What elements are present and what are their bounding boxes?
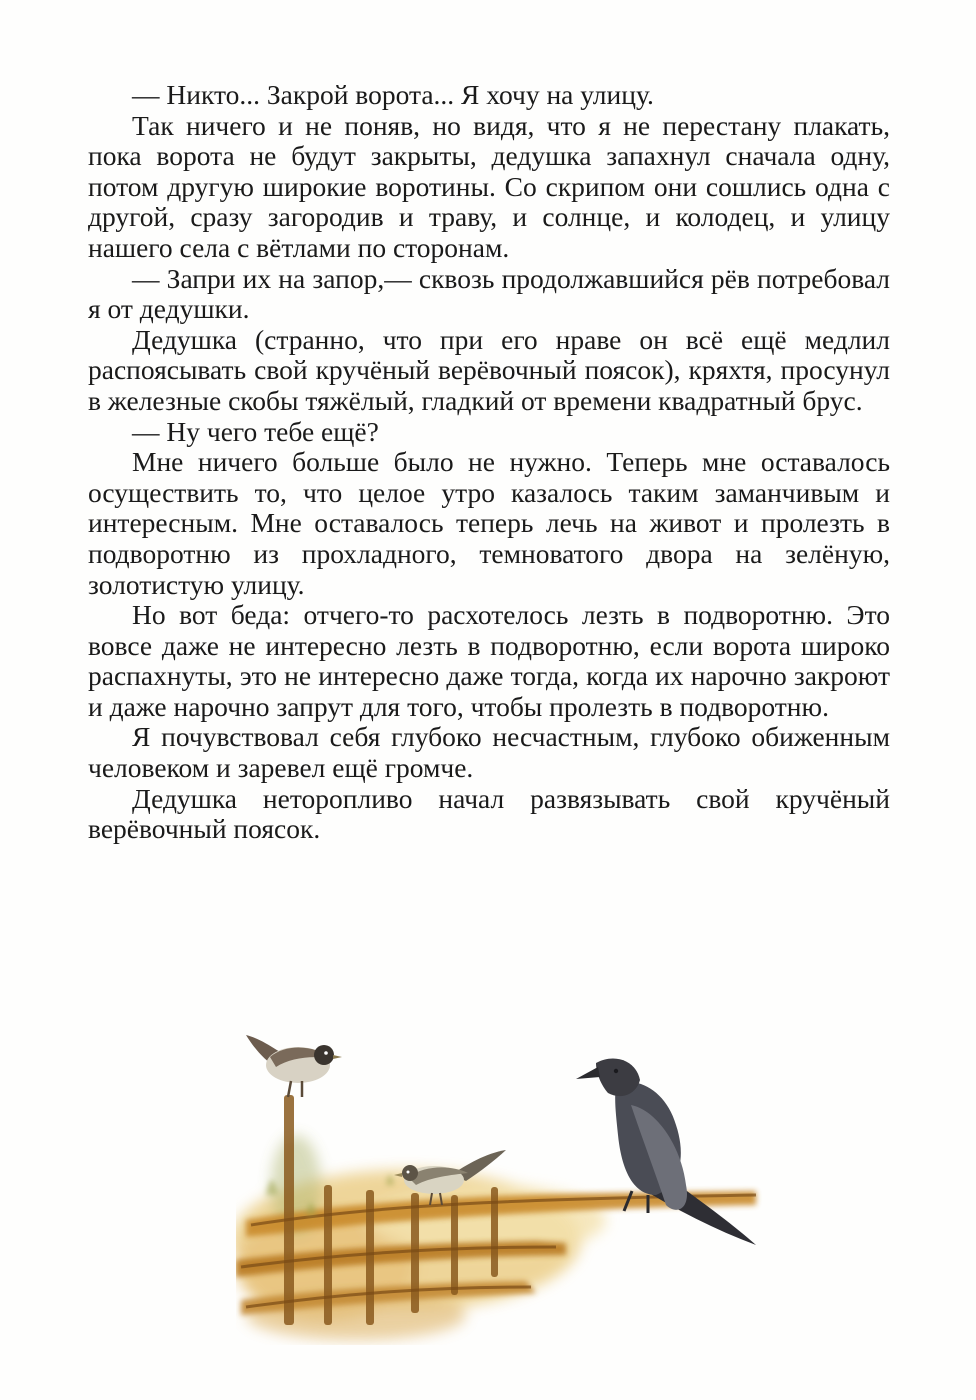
- paragraph: Так ничего и не поняв, но видя, что я не перестану плакать, пока ворота не будут закрыты, дедушка запахнул сначала одну, потом другую широкие воротины. Со скрипом они сошлись одна с другой, сразу загородив и траву, и солнце, и колодец, и улицу нашего села с вётлами по сторонам.: [88, 109, 890, 263]
- paragraph: Мне ничего больше было не нужно. Теперь мне оставалось осуществить то, что целое утро казалось таким заманчивым и интересным. Мне оставалось теперь лечь на живот и пролезть в подворотню из прохладного, темноватого двора на зелёную, золотистую улицу.: [88, 446, 890, 600]
- paragraph: Дедушка (странно, что при его нраве он всё ещё медлил распоясывать свой кручёный верёвочный поясок), кряхтя, просунул в железные скобы тяжёлый, гладкий от времени квадратный брус.: [88, 323, 890, 416]
- birds-on-fence-illustration: [236, 1015, 776, 1345]
- story-text: [88, 80, 890, 845]
- paragraph: Дедушка неторопливо начал развязывать свой кручёный верёвочный поясок.: [88, 782, 890, 845]
- sparrow-on-post: [246, 1035, 342, 1097]
- paragraph: — Никто... Закрой ворота... Я хочу на улицу.: [132, 79, 654, 110]
- paragraph: — Запри их на запор,— сквозь продолжавшийся рёв потребовал я от дедушки.: [88, 262, 890, 325]
- paragraph: Но вот беда: отчего-то расхотелось лезть в подворотню. Это вовсе даже не интересно лезть в подворотню, если ворота широко распахнуты, это не интересно даже тогда, когда их нарочно закроют и даже нарочно запрут для того, чтобы пролезть в подворотню.: [88, 599, 890, 722]
- paragraph: Я почувствовал себя глубоко несчастным, глубоко обиженным человеком и заревел ещё громче.: [88, 721, 890, 784]
- paragraph: — Ну чего тебе ещё?: [132, 415, 379, 447]
